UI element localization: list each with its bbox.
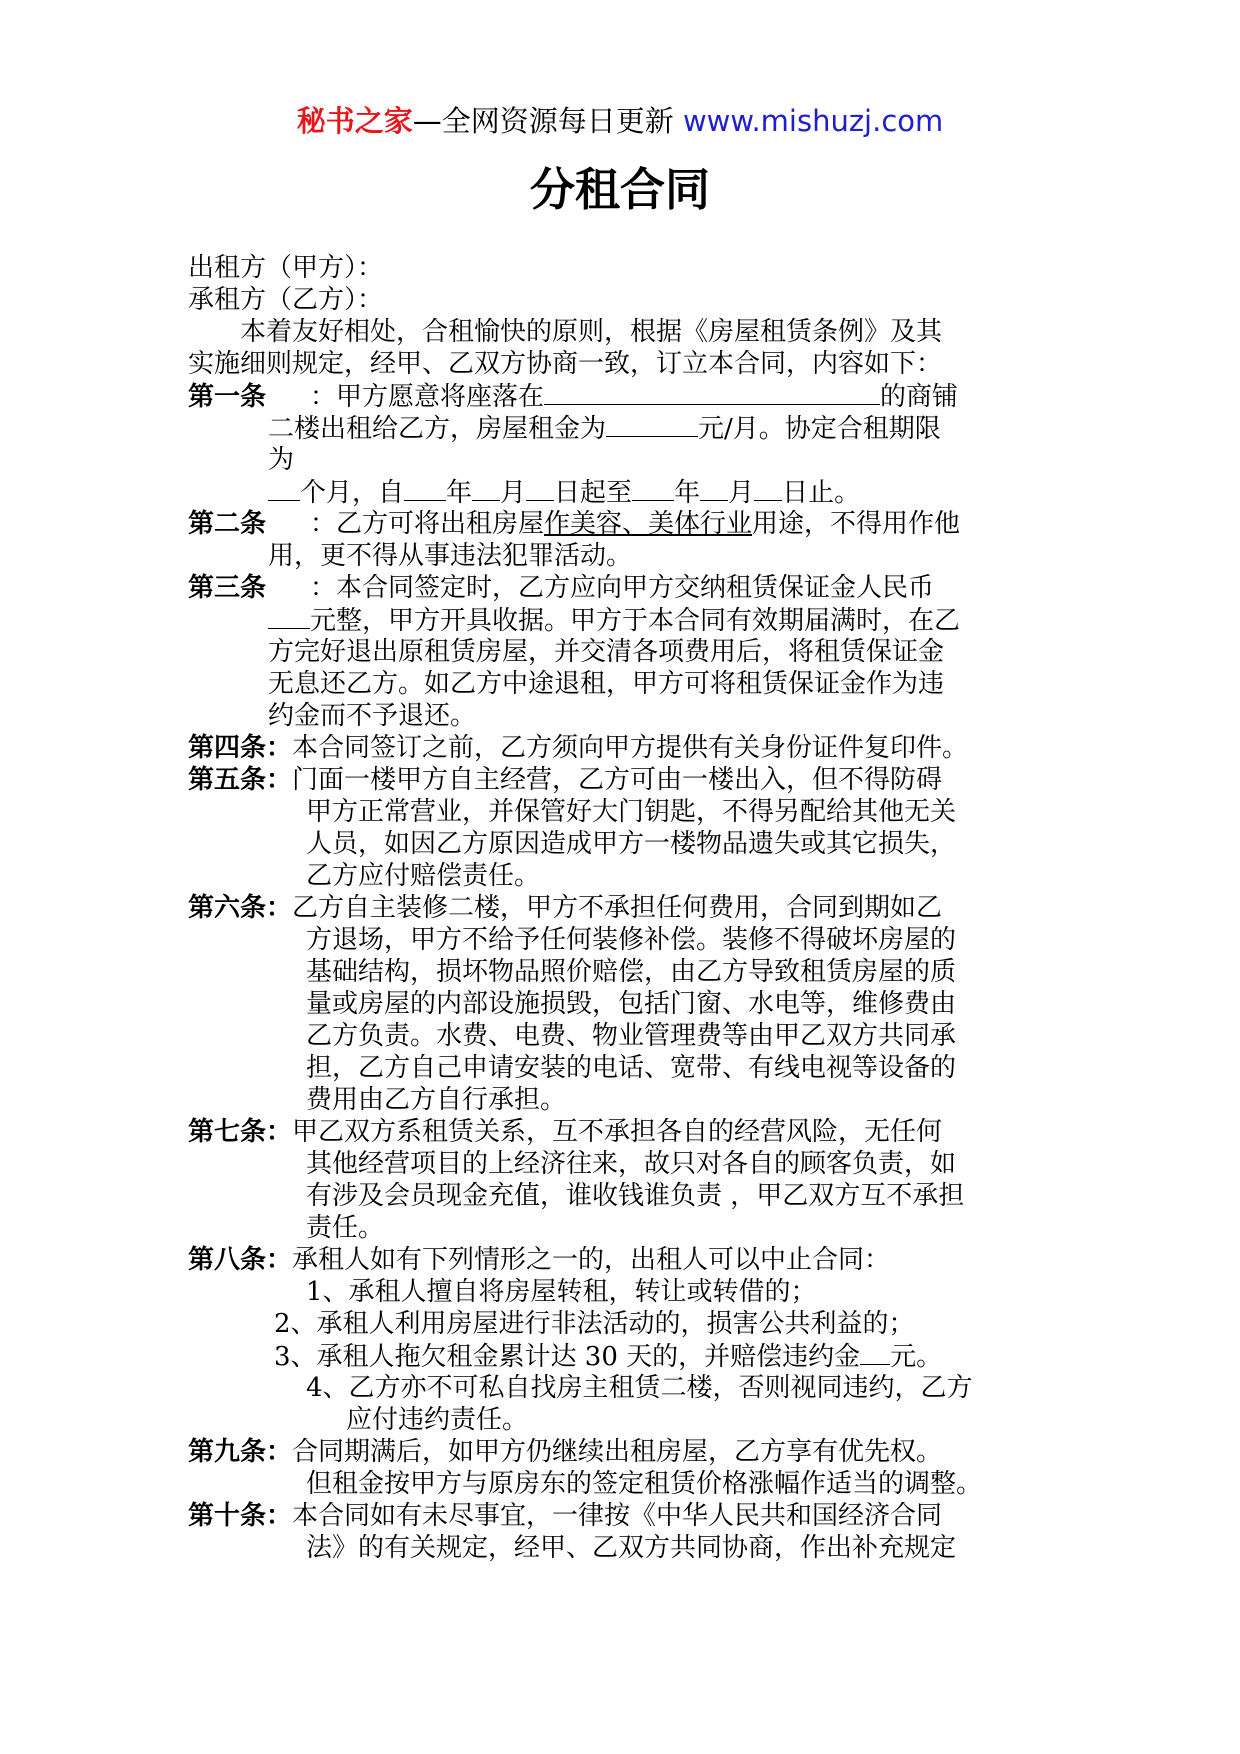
article-6-line: 方退场，甲方不给予任何装修补偿。装修不得破坏房屋的: [306, 925, 957, 955]
months-blank: [268, 476, 300, 501]
article-10-heading: 第十条：: [188, 1501, 293, 1531]
rent-blank: [606, 412, 698, 437]
article-1-line: 个月，自 年 月 日起至 年 月 日止。: [188, 476, 1068, 508]
article-6-line: 担，乙方自己申请安装的电话、宽带、有线电视等设备的: [306, 1053, 957, 1083]
article-8-heading: 第八条：: [188, 1245, 293, 1275]
article-6-line: 量或房屋的内部设施损毁，包括门窗、水电等，维修费由: [306, 989, 957, 1019]
article-6-line: 乙方负责。水费、电费、物业管理费等由甲乙双方共同承: [306, 1021, 957, 1051]
article-7-line: 有涉及会员现金充值，谁收钱谁负责 ，甲乙双方互不承担: [306, 1181, 965, 1211]
article-6-line: 费用由乙方自行承担。: [306, 1085, 567, 1115]
start-year-blank: [404, 476, 446, 501]
document-title: 分租合同: [529, 163, 710, 216]
article-3-line: 第三条 ：本合同签定时，乙方应向甲方交纳租赁保证金人民币: [188, 573, 935, 603]
article-3-line: 元整，甲方开具收据。甲方于本合同有效期届满时，在乙: [188, 604, 1068, 636]
article-5-line: 人员，如因乙方原因造成甲方一楼物品遗失或其它损失，: [306, 829, 957, 859]
article-3-line: 约金而不予退还。: [268, 701, 477, 731]
lessee-line: 承租方（乙方）：: [188, 285, 384, 315]
end-year-blank: [632, 476, 674, 501]
usage-underlined: 作美容、美体行业: [544, 509, 753, 539]
deposit-blank: [268, 604, 310, 629]
article-5-line: 甲方正常营业，并保管好大门钥匙，不得另配给其他无关: [306, 797, 957, 827]
article-6-line: 第六条：乙方自主装修二楼，甲方不承担任何费用，合同到期如乙: [188, 893, 943, 923]
article-1-line: 为: [268, 445, 295, 475]
article-3-heading: 第三条: [188, 573, 267, 603]
article-7-heading: 第七条：: [188, 1117, 293, 1147]
article-8-item: 1、承租人擅自将房屋转租，转让或转借的；: [306, 1277, 817, 1307]
article-5-line: 第五条：门面一楼甲方自主经营，乙方可由一楼出入，但不得防碍: [188, 765, 943, 795]
article-4-line: 第四条：本合同签订之前，乙方须向甲方提供有关身份证件复印件。: [188, 733, 969, 763]
article-2-heading: 第二条: [188, 509, 267, 539]
article-7-line: 其他经营项目的上经济往来，故只对各自的顾客负责，如: [306, 1149, 957, 1179]
penalty-blank: [860, 1340, 890, 1365]
article-7-line: 第七条：甲乙双方系租赁关系，互不承担各自的经营风险，无任何: [188, 1117, 943, 1147]
article-1-line: 第一条 ：甲方愿意将座落在 的商铺: [188, 382, 959, 412]
article-8-item: 应付违约责任。: [346, 1405, 529, 1435]
article-4-heading: 第四条：: [188, 733, 293, 763]
article-9-heading: 第九条：: [188, 1437, 293, 1467]
article-8-item: 2、承租人利用房屋进行非法活动的，损害公共利益的；: [274, 1309, 915, 1339]
article-3-line: 方完好退出原租赁房屋，并交清各项费用后，将租赁保证金: [268, 637, 945, 667]
article-3-line: 无息还乙方。如乙方中途退租，甲方可将租赁保证金作为违: [268, 669, 945, 699]
lessor-line: 出租方（甲方）：: [188, 253, 384, 283]
article-5-heading: 第五条：: [188, 765, 293, 795]
preamble-line: 实施细则规定，经甲、乙双方协商一致，订立本合同，内容如下：: [188, 349, 943, 379]
address-blank: [544, 380, 880, 405]
article-9-line: 第九条：合同期满后，如甲方仍继续出租房屋，乙方享有优先权。: [188, 1437, 943, 1467]
article-6-line: 基础结构，损坏物品照价赔偿，由乙方导致租赁房屋的质: [306, 957, 957, 987]
preamble-line: 本着友好相处，合租愉快的原则，根据《房屋租赁条例》及其: [240, 317, 943, 347]
article-5-line: 乙方应付赔偿责任。: [306, 861, 541, 891]
site-url: www.mishuzj.com: [682, 104, 944, 138]
start-day-blank: [526, 476, 554, 501]
end-day-blank: [754, 476, 782, 501]
article-6-heading: 第六条：: [188, 893, 293, 923]
end-month-blank: [700, 476, 728, 501]
article-1-heading: 第一条: [188, 382, 267, 412]
article-8-line: 第八条：承租人如有下列情形之一的，出租人可以中止合同：: [188, 1245, 891, 1275]
article-1-line: 二楼出租给乙方，房屋租金为 元/月。协定合租期限: [268, 414, 941, 444]
brand-name: 秘书之家: [296, 104, 413, 138]
start-month-blank: [472, 476, 500, 501]
article-8-item: 3、承租人拖欠租金累计达 30 天的，并赔偿违约金 元。: [274, 1342, 943, 1372]
article-7-line: 责任。: [306, 1213, 385, 1243]
tagline: —全网资源每日更新: [412, 104, 683, 138]
site-header: [0, 101, 1240, 141]
article-2-line: 用，更不得从事违法犯罪活动。: [268, 541, 633, 571]
article-9-line: 但租金按甲方与原房东的签定租赁价格涨幅作适当的调整。: [306, 1469, 983, 1499]
article-2-line: 第二条 ：乙方可将出租房屋作美容、美体行业用途，不得用作他: [188, 509, 961, 539]
article-8-item: 4、乙方亦不可私自找房主租赁二楼，否则视同违约，乙方: [306, 1373, 973, 1403]
article-10-line: 法》的有关规定，经甲、乙双方共同协商，作出补充规定: [306, 1533, 957, 1563]
article-10-line: 第十条：本合同如有未尽事宜，一律按《中华人民共和国经济合同: [188, 1501, 943, 1531]
contract-body: [188, 252, 1068, 1564]
